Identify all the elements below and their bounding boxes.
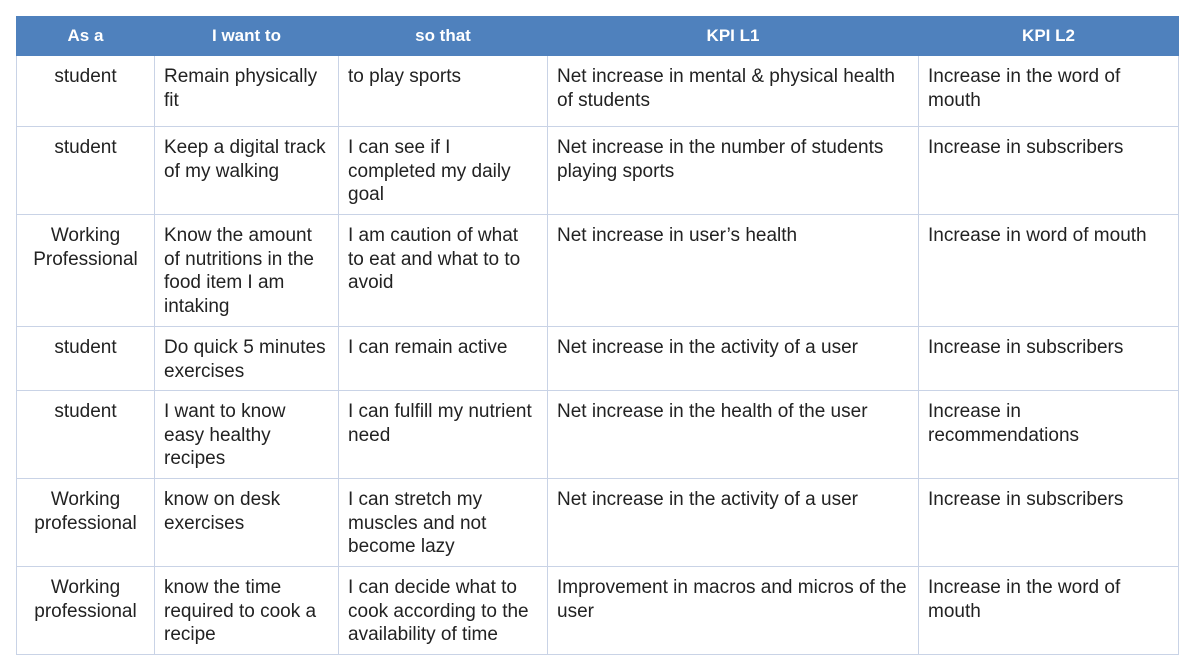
user-stories-table-container (16, 16, 1179, 655)
table-row (17, 56, 1179, 127)
header-kpi-l1: KPI L1 (548, 17, 919, 56)
cell-role: student (17, 391, 155, 479)
cell-so-that: I can remain active (339, 327, 548, 391)
cell-so-that: I can see if I completed my daily goal (339, 127, 548, 215)
cell-kpi-l1: Net increase in the health of the user (548, 391, 919, 479)
cell-kpi-l1: Net increase in user’s health (548, 215, 919, 327)
header-i-want-to: I want to (155, 17, 339, 56)
table-row (17, 127, 1179, 215)
cell-kpi-l2: Increase in subscribers (919, 479, 1179, 567)
cell-kpi-l1: Improvement in macros and micros of the user (548, 567, 919, 655)
table-row (17, 479, 1179, 567)
cell-want: Keep a digital track of my walking (155, 127, 339, 215)
header-so-that: so that (339, 17, 548, 56)
cell-want: know the time required to cook a recipe (155, 567, 339, 655)
cell-so-that: to play sports (339, 56, 548, 127)
cell-so-that: I can fulfill my nutrient need (339, 391, 548, 479)
header-as-a: As a (17, 17, 155, 56)
cell-role: Working professional (17, 567, 155, 655)
table-row (17, 391, 1179, 479)
cell-kpi-l1: Net increase in the activity of a user (548, 479, 919, 567)
cell-kpi-l2: Increase in the word of mouth (919, 56, 1179, 127)
cell-role: student (17, 327, 155, 391)
cell-want: I want to know easy healthy recipes (155, 391, 339, 479)
table-row (17, 327, 1179, 391)
cell-kpi-l1: Net increase in the activity of a user (548, 327, 919, 391)
table-row (17, 567, 1179, 655)
cell-so-that: I can decide what to cook according to the availability of time (339, 567, 548, 655)
cell-want: Do quick 5 minutes exercises (155, 327, 339, 391)
cell-kpi-l2: Increase in the word of mouth (919, 567, 1179, 655)
cell-kpi-l2: Increase in subscribers (919, 327, 1179, 391)
header-kpi-l2: KPI L2 (919, 17, 1179, 56)
cell-kpi-l2: Increase in word of mouth (919, 215, 1179, 327)
cell-so-that: I can stretch my muscles and not become lazy (339, 479, 548, 567)
header-row (17, 17, 1179, 56)
cell-role: student (17, 56, 155, 127)
cell-role: student (17, 127, 155, 215)
cell-want: Know the amount of nutritions in the food item I am intaking (155, 215, 339, 327)
user-stories-table (16, 16, 1179, 655)
cell-so-that: I am caution of what to eat and what to to avoid (339, 215, 548, 327)
cell-kpi-l2: Increase in subscribers (919, 127, 1179, 215)
cell-want: know on desk exercises (155, 479, 339, 567)
cell-kpi-l1: Net increase in the number of students playing sports (548, 127, 919, 215)
cell-role: Working professional (17, 479, 155, 567)
cell-want: Remain physically fit (155, 56, 339, 127)
cell-role: Working Professional (17, 215, 155, 327)
cell-kpi-l2: Increase in recommendations (919, 391, 1179, 479)
table-row (17, 215, 1179, 327)
cell-kpi-l1: Net increase in mental & physical health of students (548, 56, 919, 127)
